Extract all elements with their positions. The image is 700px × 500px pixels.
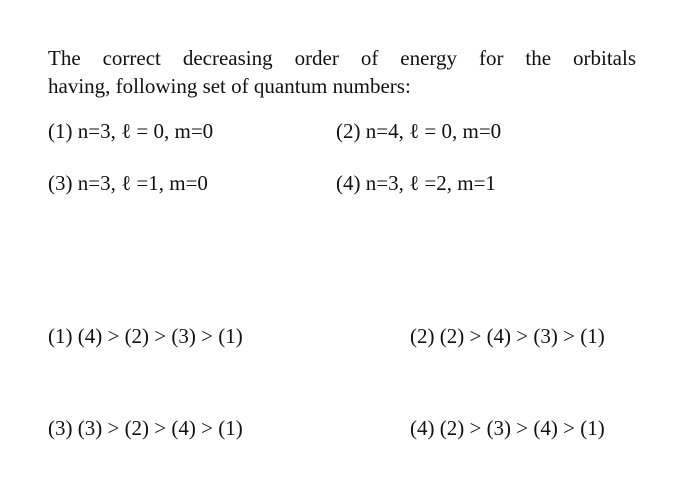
answer-option-4[interactable]: (4) (2) > (3) > (4) > (1) bbox=[410, 416, 605, 440]
quantum-set-1: (1) n=3, ℓ = 0, m=0 bbox=[48, 119, 214, 143]
quantum-set-2: (2) n=4, ℓ = 0, m=0 bbox=[336, 119, 502, 143]
answer-option-1[interactable]: (1) (4) > (2) > (3) > (1) bbox=[48, 324, 243, 348]
question-line-1: The correct decreasing order of energy for the orbitals bbox=[48, 46, 636, 70]
answer-option-2[interactable]: (2) (2) > (4) > (3) > (1) bbox=[410, 324, 605, 348]
question-line-2: having, following set of quantum numbers: bbox=[48, 74, 411, 98]
quantum-set-4: (4) n=3, ℓ =2, m=1 bbox=[336, 171, 496, 195]
answer-option-3[interactable]: (3) (3) > (2) > (4) > (1) bbox=[48, 416, 243, 440]
quantum-set-3: (3) n=3, ℓ =1, m=0 bbox=[48, 171, 208, 195]
question-stem bbox=[48, 44, 636, 100]
